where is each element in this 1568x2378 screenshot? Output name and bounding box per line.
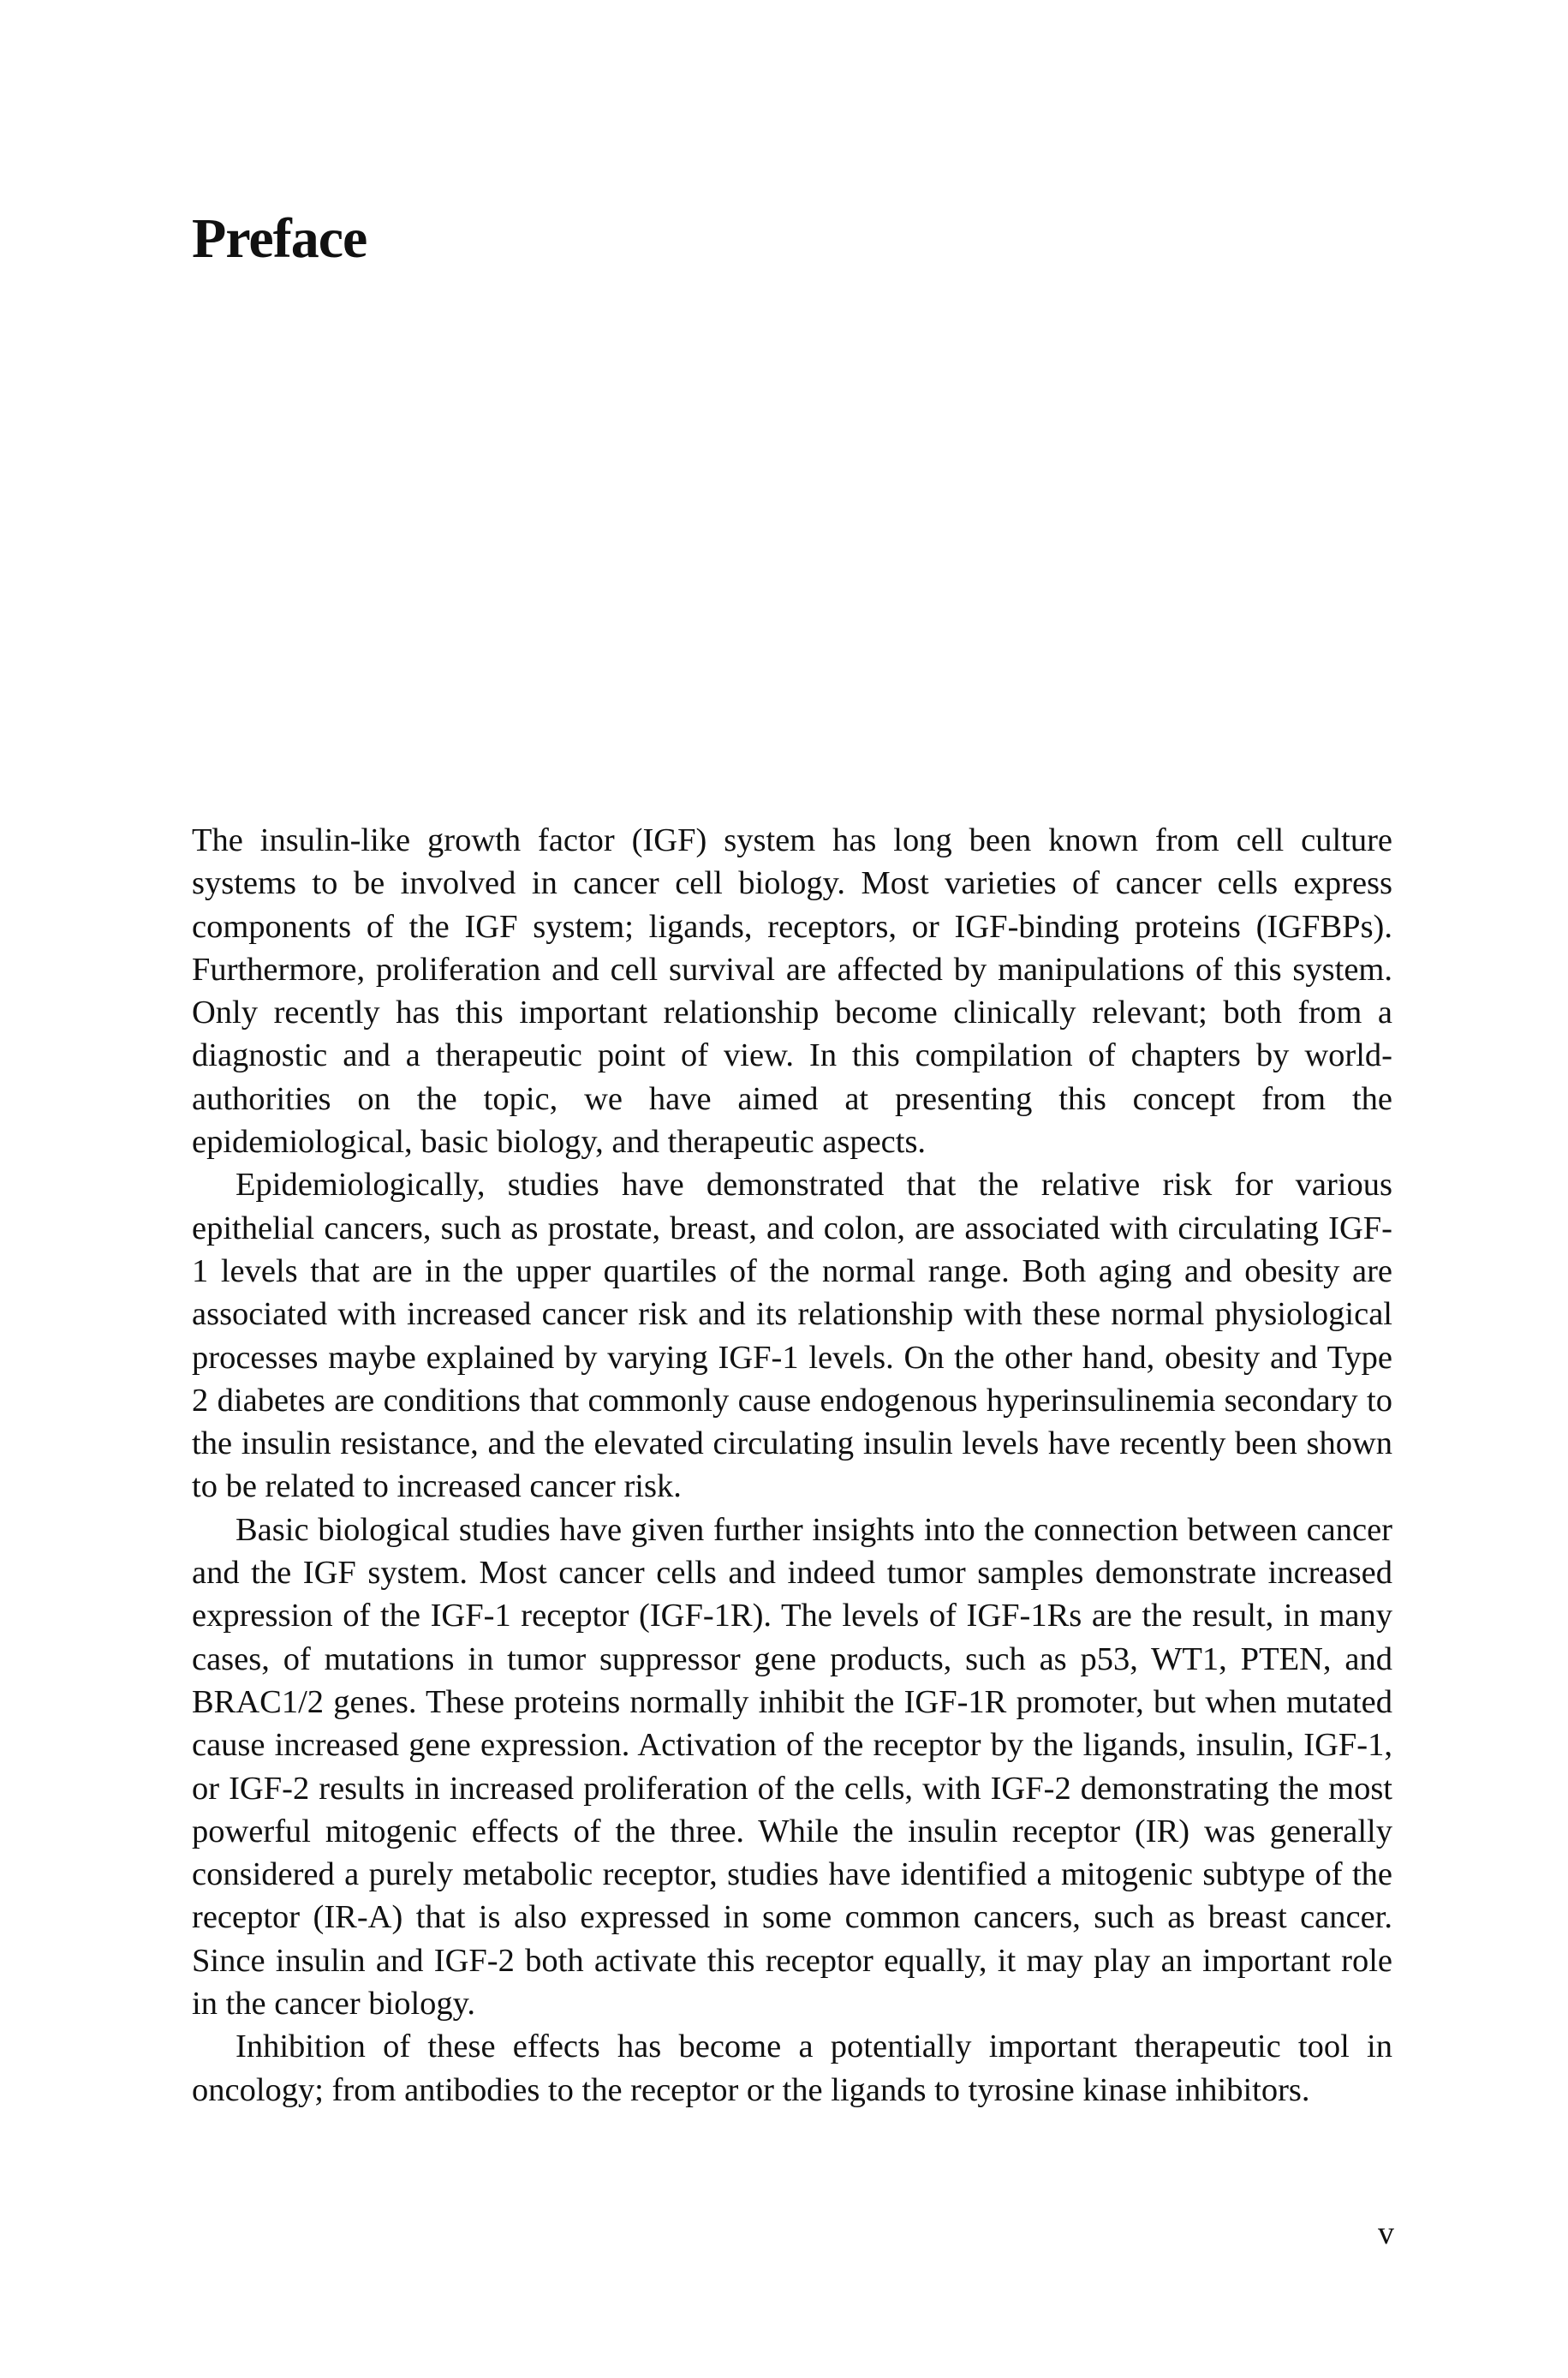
page-number: v	[1378, 2215, 1394, 2251]
body-text	[192, 819, 1392, 2112]
page-title: Preface	[192, 207, 367, 270]
paragraph-intro: The insulin-like growth factor (IGF) system has long been known from cell culture systems to be involved in cancer cell biology. Most varieties of cancer cells express components of the IGF system; ligands, receptors, or IGF-binding proteins (IGFBPs). Furthermore, proliferation and cell survival are affected by manipulations of this system. Only recently has this important relationship become clinically relevant; both from a diagnostic and a therapeutic point of view. In this compilation of chapters by world-authorities on the topic, we have aimed at presenting this concept from the epidemiological, basic biology, and therapeutic aspects.	[192, 822, 1392, 1161]
paragraph-epidemiology: Epidemiologically, studies have demonstrated that the relative risk for various epithelial cancers, such as prostate, breast, and colon, are associated with circulating IGF-1 levels that are in the upper quartiles of the normal range. Both aging and obesity are associated with increased cancer risk and its relationship with these normal physiological processes maybe explained by varying IGF-1 levels. On the other hand, obesity and Type 2 diabetes are conditions that commonly cause endogenous hyperinsulinemia secondary to the insulin resistance, and the elevated circulating insulin levels have recently been shown to be related to increased cancer risk.	[192, 1167, 1392, 1505]
paragraph-therapeutics: Inhibition of these effects has become a potentially important therapeutic tool in oncology; from antibodies to the receptor or the ligands to tyrosine kinase inhibitors.	[192, 2028, 1392, 2108]
paragraph-basic-biology: Basic biological studies have given further insights into the connection between cancer and the IGF system. Most cancer cells and indeed tumor samples demonstrate increased expression of the IGF-1 receptor (IGF-1R). The levels of IGF-1Rs are the result, in many cases, of mutations in tumor suppressor gene products, such as p53, WT1, PTEN, and BRAC1/2 genes. These proteins normally inhibit the IGF-1R promoter, but when mutated cause increased gene expression. Activation of the receptor by the ligands, insulin, IGF-1, or IGF-2 results in increased proliferation of the cells, with IGF-2 demonstrating the most powerful mitogenic effects of the three. While the insulin receptor (IR) was generally considered a purely metabolic receptor, studies have identified a mitogenic subtype of the receptor (IR-A) that is also expressed in some common cancers, such as breast cancer. Since insulin and IGF-2 both activate this receptor equally, it may play an important role in the cancer biology.	[192, 1511, 1392, 2022]
